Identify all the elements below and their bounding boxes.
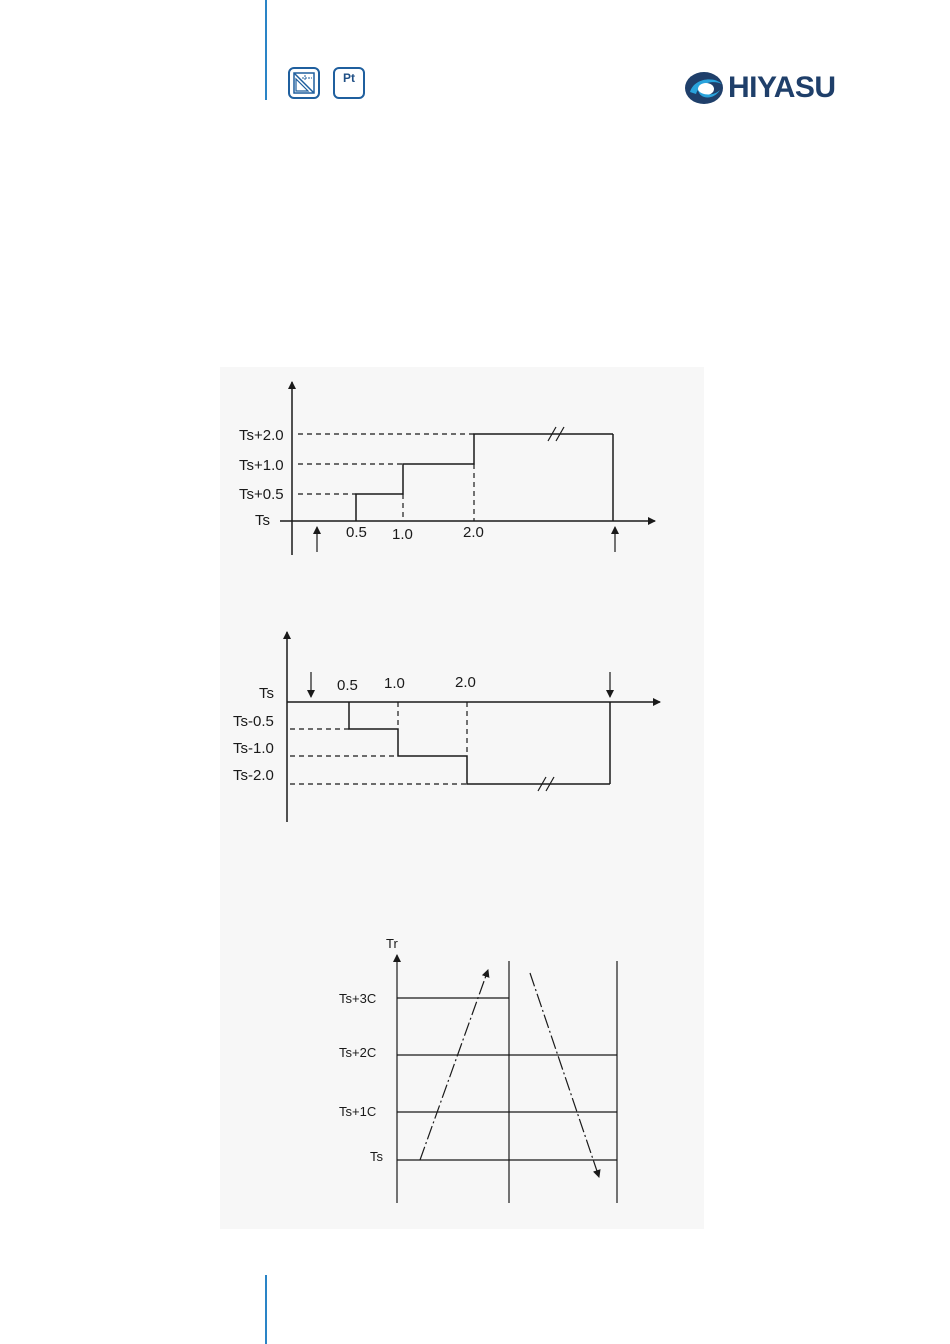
d1-xlabel-10: 1.0 xyxy=(392,526,413,543)
d1-ylabel-ts10: Ts+1.0 xyxy=(239,457,284,474)
d1-step-trace xyxy=(356,434,545,521)
diagram3 xyxy=(397,955,617,1203)
brand-logo-text: HIYASU xyxy=(728,71,836,104)
d1-ylabel-ts20: Ts+2.0 xyxy=(239,427,284,444)
d2-step-trace xyxy=(349,702,535,784)
d2-ylabel-ts: Ts xyxy=(259,685,274,702)
diagram3-labels xyxy=(339,936,398,1164)
d3-ylabel-ts: Ts xyxy=(370,1149,383,1164)
d2-xlabel-05: 0.5 xyxy=(337,677,358,694)
d1-ylabel-ts: Ts xyxy=(255,512,270,529)
pt-badge-label: Pt xyxy=(343,71,355,85)
d2-ylabel-ts10: Ts-1.0 xyxy=(233,740,274,757)
d1-ylabel-ts05: Ts+0.5 xyxy=(239,486,284,503)
d2-xlabel-10: 1.0 xyxy=(384,675,405,692)
d1-xlabel-20: 2.0 xyxy=(463,524,484,541)
d3-axis-label: Tr xyxy=(386,936,398,951)
diagram1-labels xyxy=(239,427,484,543)
d3-ylabel-ts1c: Ts+1C xyxy=(339,1104,377,1119)
d1-xlabel-05: 0.5 xyxy=(346,524,367,541)
diagram2 xyxy=(287,632,660,822)
d3-ylabel-ts2c: Ts+2C xyxy=(339,1045,377,1060)
d2-ylabel-ts05: Ts-0.5 xyxy=(233,713,274,730)
d3-ylabel-ts3c: Ts+3C xyxy=(339,991,377,1006)
d2-xlabel-20: 2.0 xyxy=(455,674,476,691)
d3-falling-arrow xyxy=(530,973,599,1177)
d2-ylabel-ts20: Ts-2.0 xyxy=(233,767,274,784)
